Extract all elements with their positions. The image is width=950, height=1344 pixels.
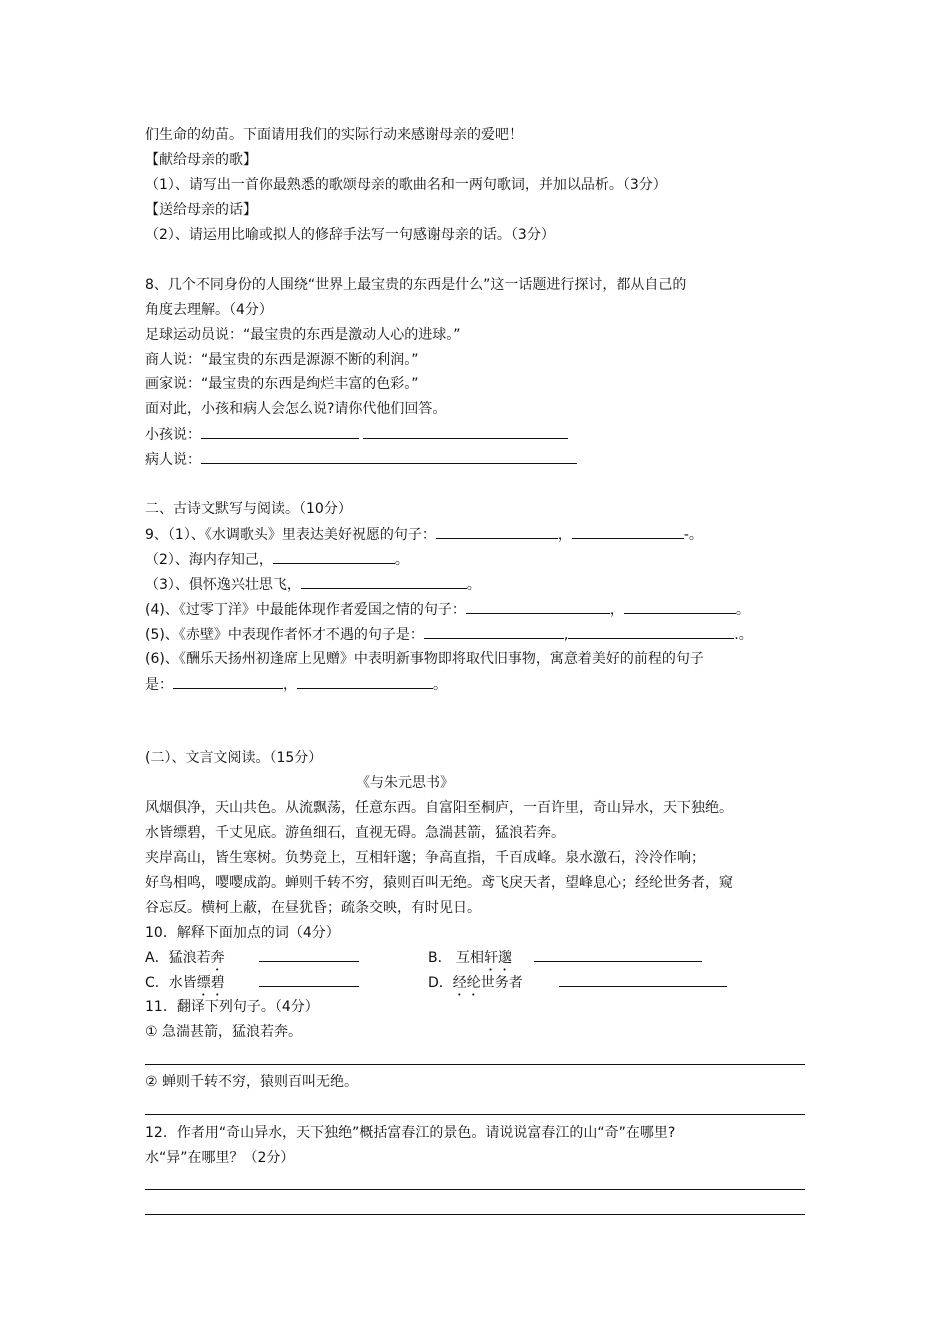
option-c-dotted-word: 缥碧 — [196, 975, 225, 991]
question-9-2 — [145, 548, 409, 571]
question-11-heading: 11．翻译下列句子。（4分） — [145, 999, 319, 1015]
question-9-4 — [145, 598, 750, 621]
child-answer-blank-1[interactable] — [201, 423, 359, 439]
q9-5-blank-1[interactable] — [424, 623, 564, 639]
intro-line: 们生命的幼苗。下面请用我们的实际行动来感谢母亲的爱吧！ — [145, 127, 523, 143]
q9-1-blank-2[interactable] — [572, 523, 684, 539]
q9-1-blank-1[interactable] — [436, 523, 558, 539]
question-12-line2: 水“异”在哪里？（2分） — [145, 1150, 295, 1166]
q9-1-comma: ， — [557, 527, 572, 543]
option-b-text: B． 互相 — [428, 950, 485, 966]
question-10-option-c — [145, 971, 359, 999]
q9-6-blank-2[interactable] — [297, 673, 433, 689]
q9-6-end: 。 — [433, 677, 447, 693]
q9-5-end: .。 — [734, 627, 753, 643]
q9-5-text: (5)、《赤壁》中表现作者怀才不遇的句子是： — [145, 627, 424, 643]
patient-answer-line — [145, 448, 577, 471]
question-11-sentence-2: ② 蝉则千转不穷，猿则百叫无绝。 — [145, 1074, 359, 1090]
passage-title: 《与朱元思书》 — [356, 775, 454, 791]
answer-line-11-1[interactable] — [145, 1064, 805, 1065]
question-8-line1: 8、几个不同身份的人围绕“世界上最宝贵的东西是什么”这一话题进行探讨，都从自己的 — [145, 277, 687, 293]
option-b-dotted-word: 轩邈 — [484, 950, 513, 966]
question-8-line2: 角度去理解。（4分） — [145, 302, 273, 318]
question-2: （2）、请运用比喻或拟人的修辞手法写一句感谢母亲的话。（3分） — [145, 227, 555, 243]
answer-line-12-1[interactable] — [145, 1189, 805, 1190]
q9-4-blank-1[interactable] — [466, 598, 610, 614]
q9-4-comma: ， — [609, 602, 624, 618]
q9-5-comma: , — [563, 627, 569, 643]
q9-2-blank[interactable] — [273, 548, 395, 564]
q9-4-blank-2[interactable] — [624, 598, 736, 614]
question-10-option-a — [145, 946, 359, 974]
classical-heading: (二）、文言文阅读。（15分） — [145, 750, 323, 766]
merchant-quote: 商人说：“最宝贵的东西是源源不断的利润。” — [145, 352, 419, 368]
child-label: 小孩说： — [145, 427, 201, 443]
child-answer-blank-2[interactable] — [363, 423, 568, 439]
question-9-6-line2 — [145, 673, 447, 696]
q9-6-text: 是： — [145, 677, 173, 693]
q9-3-blank[interactable] — [301, 573, 467, 589]
option-d-text: D． — [428, 975, 453, 991]
words-heading: 【送给母亲的话】 — [145, 202, 257, 218]
section2-heading: 二、古诗文默写与阅读。（10分） — [145, 501, 352, 517]
passage-paragraph-3-line1: 夹岸高山，皆生寒树。负势竞上，互相轩邈；争高直指，千百成峰。泉水激石，泠泠作响； — [145, 850, 705, 866]
q9-2-end: 。 — [394, 552, 409, 568]
question-9-5 — [145, 623, 753, 646]
q9-1-text: 9、（1）、《水调歌头》里表达美好祝愿的句子： — [145, 527, 436, 543]
option-a-blank[interactable] — [259, 946, 359, 962]
option-a-text: A．猛浪若 — [145, 950, 211, 966]
question-9-3 — [145, 573, 481, 596]
q9-5-blank-2[interactable] — [568, 623, 734, 639]
option-d-dotted-word: 经纶 — [452, 975, 481, 991]
q9-4-text: (4)、《过零丁洋》中最能体现作者爱国之情的句子： — [145, 602, 466, 618]
passage-paragraph-2: 水皆缥碧，千丈见底。游鱼细石，直视无碍。急湍甚箭，猛浪若奔。 — [145, 825, 565, 841]
question-9-6-line1: (6)、《酬乐天扬州初逢席上见赠》中表明新事物即将取代旧事物，寓意着美好的前程的句子 — [145, 651, 704, 667]
q9-3-text: （3）、俱怀逸兴壮思飞， — [145, 577, 301, 593]
child-answer-line — [145, 423, 568, 446]
option-c-text: C．水皆 — [145, 975, 197, 991]
q9-2-text: （2）、海内存知己， — [145, 552, 273, 568]
q9-3-end: 。 — [466, 577, 481, 593]
question-10-heading: 10．解释下面加点的词（4分） — [145, 925, 340, 941]
option-b-blank[interactable] — [534, 946, 702, 962]
question-1: （1）、请写出一首你最熟悉的歌颂母亲的歌曲名和一两句歌词，并加以品析。（3分） — [145, 177, 667, 193]
answer-line-11-2[interactable] — [145, 1114, 805, 1115]
q9-6-blank-1[interactable] — [173, 673, 283, 689]
q9-4-end: 。 — [735, 602, 750, 618]
question-11-sentence-1: ① 急湍甚箭，猛浪若奔。 — [145, 1024, 303, 1040]
option-a-dotted-word: 奔 — [210, 950, 225, 966]
patient-label: 病人说： — [145, 452, 201, 468]
q9-1-end: -。 — [683, 527, 703, 543]
patient-answer-blank[interactable] — [201, 448, 577, 464]
question-12-line1: 12．作者用“奇山异水，天下独绝”概括富春江的景色。请说说富春江的山“奇”在哪里? — [145, 1125, 676, 1141]
passage-paragraph-3-line2: 好鸟相鸣，嘤嘤成韵。蝉则千转不穷，猿则百叫无绝。鸢飞戾天者，望峰息心；经纶世务者，窥 — [145, 875, 733, 891]
option-d-suffix: 世务者 — [480, 975, 523, 991]
question-10-option-d — [428, 971, 727, 999]
q9-6-comma: ， — [283, 677, 297, 693]
question-8-prompt: 面对此，小孩和病人会怎么说?请你代他们回答。 — [145, 401, 447, 417]
football-player-quote: 足球运动员说：“最宝贵的东西是激动人心的进球。” — [145, 327, 461, 343]
passage-paragraph-1: 风烟俱净，天山共色。从流飘荡，任意东西。自富阳至桐庐，一百许里，奇山异水，天下独绝。 — [145, 800, 733, 816]
option-d-blank[interactable] — [559, 971, 727, 987]
painter-quote: 画家说：“最宝贵的东西是绚烂丰富的色彩。” — [145, 376, 419, 392]
song-heading: 【献给母亲的歌】 — [145, 152, 257, 168]
option-c-blank[interactable] — [259, 971, 359, 987]
question-9-1 — [145, 523, 703, 546]
question-10-option-b — [428, 946, 702, 974]
passage-paragraph-3-line3: 谷忘反。横柯上蔽，在昼犹昏；疏条交映，有时见日。 — [145, 900, 481, 916]
answer-line-12-2[interactable] — [145, 1214, 805, 1215]
